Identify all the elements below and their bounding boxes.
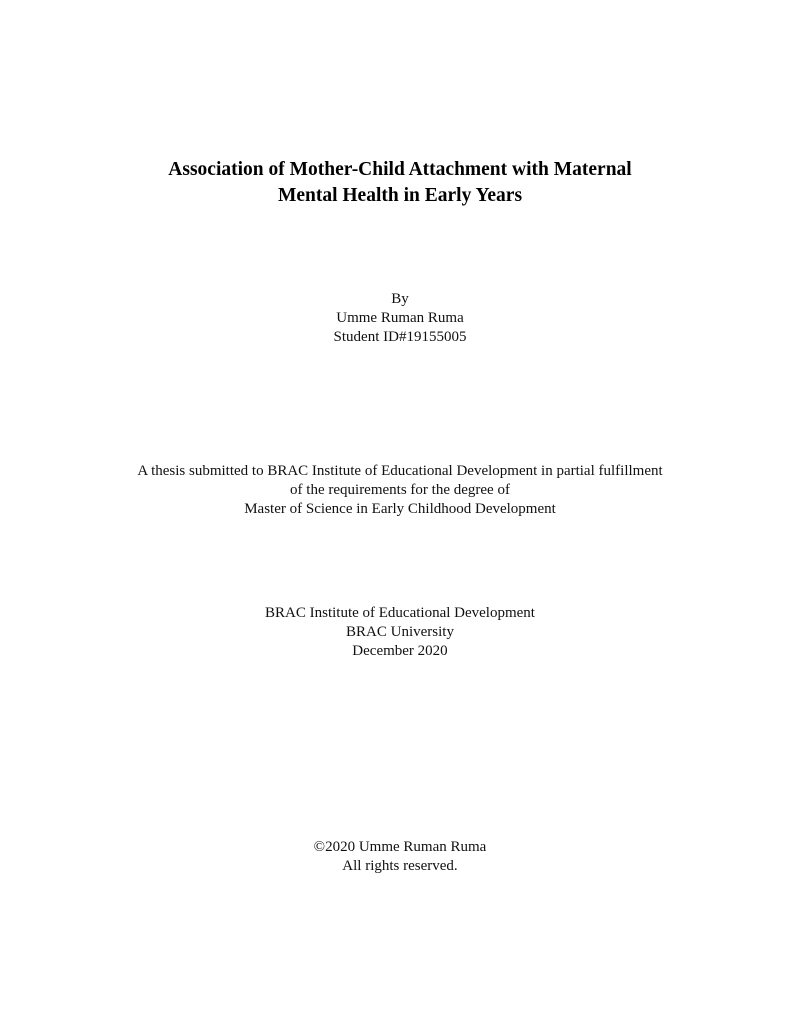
author-name: Umme Ruman Ruma xyxy=(336,310,464,326)
by-label: By xyxy=(391,291,409,307)
submission-date: December 2020 xyxy=(352,643,448,659)
university-name: BRAC University xyxy=(346,624,454,640)
copyright-notice: ©2020 Umme Ruman Ruma xyxy=(313,839,487,855)
submission-line-1: A thesis submitted to BRAC Institute of Educational Development in partial fulfillment xyxy=(137,463,663,479)
submission-line-2: of the requirements for the degree of xyxy=(290,482,510,498)
thesis-title-line-2: Mental Health in Early Years xyxy=(277,185,523,206)
rights-reserved: All rights reserved. xyxy=(342,858,458,874)
institution-block xyxy=(0,604,800,661)
student-id: Student ID#19155005 xyxy=(333,329,467,345)
thesis-title xyxy=(0,157,800,209)
copyright-block xyxy=(0,838,800,876)
institution-name: BRAC Institute of Educational Development xyxy=(265,605,535,621)
submission-statement xyxy=(0,462,800,519)
author-block xyxy=(0,290,800,347)
degree-name: Master of Science in Early Childhood Development xyxy=(244,501,556,517)
thesis-title-line-1: Association of Mother-Child Attachment with Maternal xyxy=(168,159,632,180)
